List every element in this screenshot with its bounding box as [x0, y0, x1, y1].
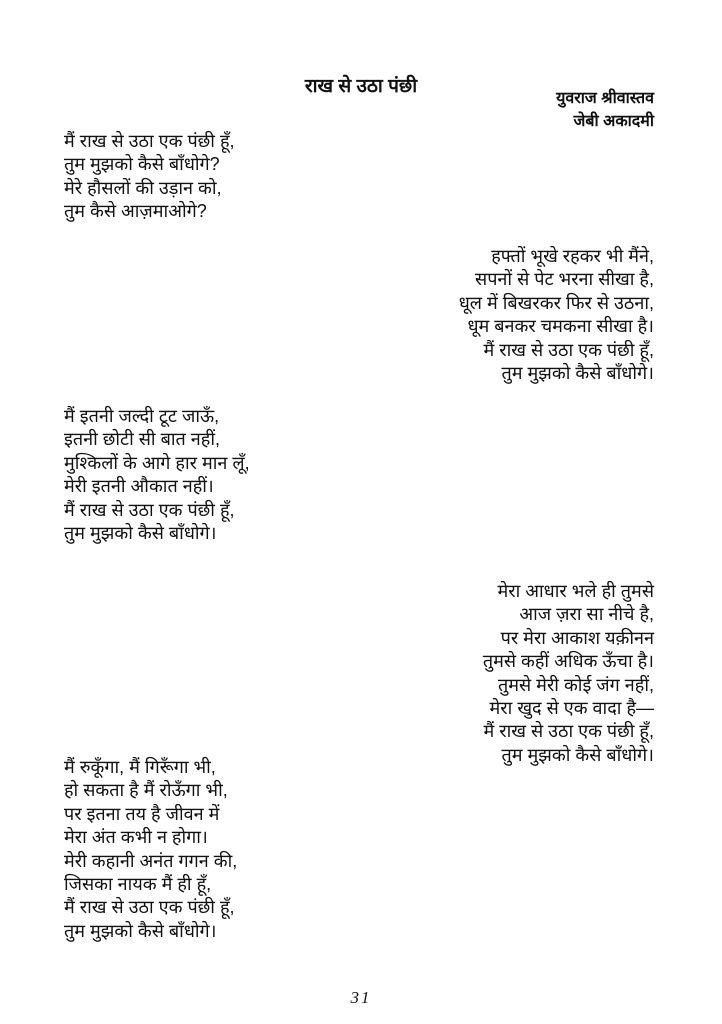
byline [556, 87, 654, 133]
poem-line: तुम कैसे आज़माओगे? [64, 201, 207, 222]
poem-line: तुमसे कहीं अधिक ऊँचा है। [482, 651, 654, 672]
poem-line: इतनी छोटी सी बात नहीं, [64, 429, 221, 450]
poem-line: मैं राख से उठा एक पंछी हूँ, [483, 721, 654, 742]
poem-line: पर मेरा आकाश यक़ीनन [500, 627, 654, 648]
stanza-4 [483, 580, 654, 767]
poem-title: राख से उठा पंछी [304, 75, 418, 97]
author-name: युवराज श्रीवास्तव [556, 90, 654, 107]
poem-line: मैं राख से उठा एक पंछी हूँ, [64, 131, 235, 151]
poem-line: तुमसे मेरी कोई जंग नहीं, [497, 674, 654, 695]
poem-line: तुम मुझको कैसे बाँधोगे? [64, 154, 220, 175]
poem-line: मेरी कहानी अनंत गगन की, [64, 850, 238, 871]
poem-line: हो सकता है मैं रोऊँगा भी, [64, 780, 228, 801]
poem-line: जिसका नायक मैं ही हूँ, [64, 874, 212, 895]
author-affiliation: जेबी अकादमी [573, 113, 654, 130]
stanza-3 [64, 405, 250, 545]
poem-line: पर इतना तय है जीवन में [64, 803, 220, 824]
poem-line: मैं इतनी जल्दी टूट जाऊँ, [64, 406, 220, 426]
poem-line: धूल में बिखरकर फिर से उठना, [458, 292, 654, 313]
poem-line: मेरा अंत कभी न होगा। [64, 827, 208, 848]
poem-line: तुम मुझको कैसे बाँधोगे। [64, 523, 217, 544]
page-number: 31 [350, 988, 372, 1007]
poem-line: मेरा आधार भले ही तुमसे [497, 581, 654, 601]
poem-line: तुम मुझको कैसे बाँधोगे। [501, 744, 654, 765]
poem-line: मैं रुकूँगा, मैं गिरूँगा भी, [64, 757, 216, 777]
stanza-1 [64, 130, 235, 224]
poem-line: मुश्किलों के आगे हार मान लूँ, [64, 452, 250, 473]
stanza-2 [459, 245, 654, 385]
poem-line: मैं राख से उठा एक पंछी हूँ, [64, 897, 235, 918]
poem-line: तुम मुझको कैसे बाँधोगे। [64, 920, 217, 941]
poem-line: हफ्तों भूखे रहकर भी मैंने, [491, 246, 654, 266]
poem-line: तुम मुझको कैसे बाँधोगे। [501, 363, 654, 384]
stanza-5 [64, 756, 237, 943]
poem-line: मेरा खुद से एक वादा है— [489, 698, 654, 719]
poem-line: धूम बनकर चमकना सीखा है। [467, 316, 654, 337]
poem-line: मैं राख से उठा एक पंछी हूँ, [64, 499, 235, 520]
poem-line: सपनों से पेट भरना सीखा है, [475, 269, 654, 290]
poem-line: आज ज़रा सा नीचे है, [519, 604, 654, 625]
poem-line: मेरी इतनी औकात नहीं। [64, 476, 214, 497]
poem-line: मेरे हौसलों की उड़ान को, [64, 177, 222, 198]
poem-line: मैं राख से उठा एक पंछी हूँ, [483, 339, 654, 360]
